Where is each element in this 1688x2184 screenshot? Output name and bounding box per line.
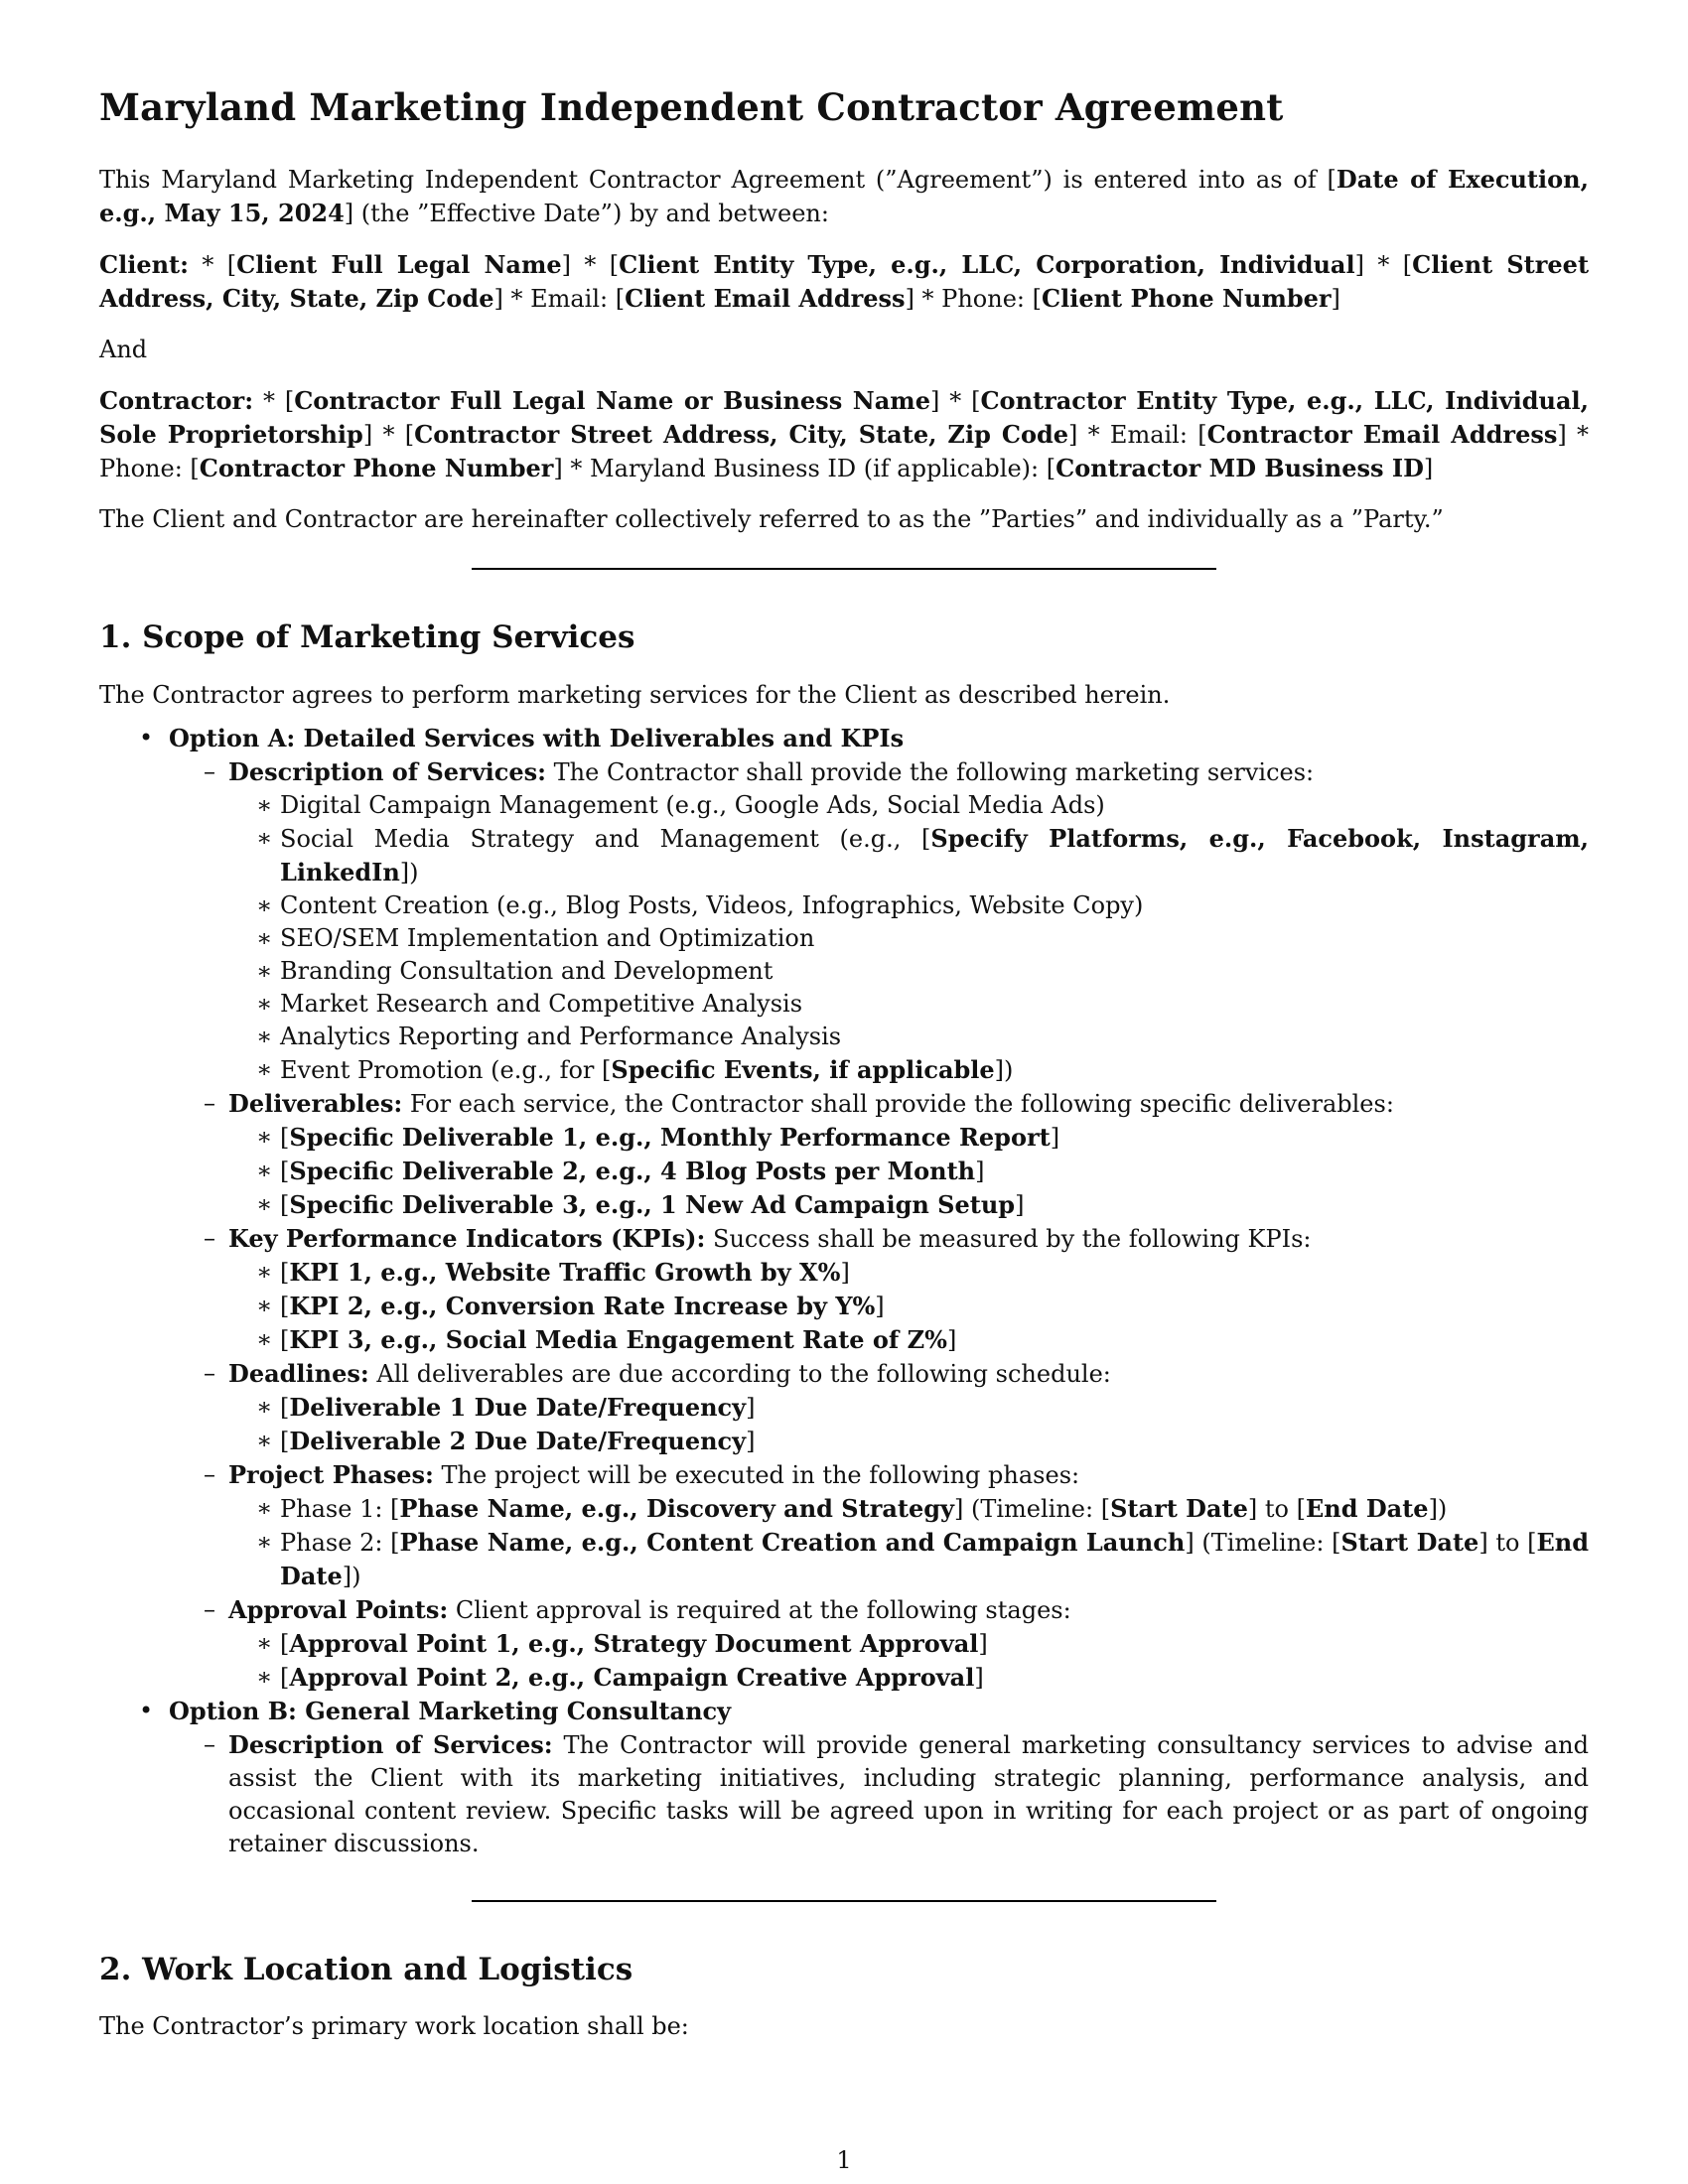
contractor-name-placeholder: Contractor Full Legal Name or Business Name [294, 386, 930, 416]
option-a-details [169, 755, 1589, 1695]
list-item: ∗ Event Promotion (e.g., for [Specific Events, if applicable]) [256, 1054, 1014, 1084]
document-title: Maryland Marketing Independent Contractor Agreement [99, 85, 1284, 129]
client-phone-placeholder: Client Phone Number [1041, 284, 1332, 314]
project-phases: – Project Phases: The project will be executed in the following phases: ∗ Phase 1: [Phase Name, e.g., Discovery and Strategy] (Timeline: [Start Date] to [End Date]) ∗ Phase 2: [Phase Name, e.g., Content Creation and Campaign Launch] (Timeline: [Start Date] to [End Date]) [169, 1458, 1589, 1593]
list-item: ∗ [KPI 3, e.g., Social Media Engagement Rate of Z%] [256, 1324, 957, 1354]
list-item: ∗ [Approval Point 2, e.g., Campaign Creative Approval] [256, 1662, 984, 1692]
approvals-list [228, 1627, 1589, 1695]
section-1-intro: The Contractor agrees to perform marketing services for the Client as described herein. [99, 680, 1171, 709]
list-item: ∗ Digital Campaign Management (e.g., Google Ads, Social Media Ads) [256, 790, 1105, 819]
client-address-placeholder: Client Street Address, City, State, Zip Code [99, 250, 1590, 314]
section-1-heading: 1. Scope of Marketing Services [99, 619, 635, 656]
list-item: ∗ Phase 2: [Phase Name, e.g., Content Creation and Campaign Launch] (Timeline: [Start Date] to [End Date]) [256, 1527, 1590, 1590]
deliverables: – Deliverables: For each service, the Contractor shall provide the following specific deliverables: ∗ [Specific Deliverable 1, e.g., Monthly Performance Report] ∗ [Specific Deliverable 2, e.g., 4 Blog Posts per Month] ∗ [Specific Deliverable 3, e.g., 1 New Ad Campaign Setup] [169, 1087, 1589, 1222]
section-2-intro: The Contractor’s primary work location shall be: [99, 2011, 689, 2040]
list-item: ∗ [Specific Deliverable 1, e.g., Monthly Performance Report] [256, 1122, 1060, 1152]
deliverables-list [228, 1121, 1589, 1222]
list-item: ∗ Phase 1: [Phase Name, e.g., Discovery and Strategy] (Timeline: [Start Date] to [End Date]) [256, 1493, 1448, 1523]
list-item: ∗ [KPI 2, e.g., Conversion Rate Increase by Y%] [256, 1291, 885, 1320]
contractor-label: Contractor: [99, 386, 254, 416]
option-b: • Option B: General Marketing Consultancy – Description of Services: The Contractor will provide general marketing consultancy services to advise and assist the Client with its marketing initiatives, including strategic planning, performance analysis, and occasional content review. Specific tasks will be agreed upon in writing for each project or as part of ongoing retainer discussions. [99, 1695, 1589, 1860]
list-item: ∗ [Deliverable 1 Due Date/Frequency] [256, 1392, 756, 1422]
list-item: ∗ Market Research and Competitive Analysis [256, 989, 803, 1018]
page-number: 1 [836, 2146, 852, 2174]
list-item: ∗ SEO/SEM Implementation and Optimization [256, 923, 815, 952]
list-item: ∗ [KPI 1, e.g., Website Traffic Growth by X%] [256, 1257, 850, 1287]
contractor-email-placeholder: Contractor Email Address [1206, 420, 1558, 450]
client-entity-placeholder: Client Entity Type, e.g., LLC, Corporation, Individual [619, 250, 1355, 280]
option-b-details [169, 1728, 1589, 1860]
kpis: – Key Performance Indicators (KPIs): Success shall be measured by the following KPIs: ∗ [KPI 1, e.g., Website Traffic Growth by X%] ∗ [KPI 2, e.g., Conversion Rate Increase by Y%] ∗ [KPI 3, e.g., Social Media Engagement Rate of Z%] [169, 1222, 1589, 1357]
services-description: – Description of Services: The Contractor shall provide the following marketing services: ∗ Digital Campaign Management (e.g., Google Ads, Social Media Ads) ∗ Social Media Strategy and Management (e.g., [Specify Platforms, e.g., Facebook, Instagram, LinkedIn]) ∗ Content Creation (e.g., Blog Posts, Videos, Infographics, Website Copy) ∗ SEO/SEM Implementation and Optimization ∗ Branding Consultation and Development ∗ Market Research and Competitive Analysis ∗ Analytics Reporting and Performance Analysis ∗ Event Promotion (e.g., for [Specific Events, if applicable]) [169, 755, 1589, 1087]
options-list [99, 722, 1589, 1860]
option-a: • Option A: Detailed Services with Deliverables and KPIs – Description of Services: The Contractor shall provide the following marketing services: ∗ Digital Campaign Management (e.g., Google Ads, Social Media Ads) ∗ Social Media Strategy and Management (e.g., [Specify Platforms, e.g., Facebook, Instagram, LinkedIn]) ∗ Content Creation (e.g., Blog Posts, Videos, Infographics, Website Copy) ∗ SEO/SEM Implementation and Optimization ∗ Branding Consultation and Development ∗ Market Research and Competitive Analysis ∗ Analytics Reporting and Performance Analysis ∗ Event Promotion (e.g., for [Specific Events, if applicable]) – Deliverables: For each service, the Contractor shall provide the following specific deliverables: ∗ [Specific Deliverable 1, e.g., Monthly Performance Report] ∗ [Specific Deliverable 2, e.g., 4 Blog Posts per Month] ∗ [Specific Deliverable 3, e.g., 1 New Ad Campaign Setup] – Key Performance Indicators (KPIs): Success shall be measured by the following KPIs: ∗ [KPI 1, e.g., Website Traffic Growth by X%] ∗ [KPI 2, e.g., Conversion Rate Increase by Y%] ∗ [KPI 3, e.g., Social Media Engagement Rate of Z%] – Deadlines: All deliverables are due according to the following schedule: ∗ [Deliverable 1 Due Date/Frequency] ∗ [Deliverable 2 Due Date/Frequency] – Project Phases: The project will be executed in the following phases: ∗ Phase 1: [Phase Name, e.g., Discovery and Strategy] (Timeline: [Start Date] to [End Date]) ∗ Phase 2: [Phase Name, e.g., Content Creation and Campaign Launch] (Timeline: [Start Date] to [End Date]) – Approval Points: Client approval is required at the following stages: ∗ [Approval Point 1, e.g., Strategy Document Approval] ∗ [Approval Point 2, e.g., Campaign Creative Approval] [99, 722, 1589, 1695]
services-list [228, 789, 1589, 1087]
list-item: ∗ Social Media Strategy and Management (e.g., [Specify Platforms, e.g., Facebook, Instagram, LinkedIn]) [256, 823, 1589, 887]
client-label: Client: [99, 250, 189, 280]
list-item: ∗ [Deliverable 2 Due Date/Frequency] [256, 1426, 756, 1455]
contractor-phone-placeholder: Contractor Phone Number [199, 454, 554, 483]
list-item: ∗ Analytics Reporting and Performance Analysis [256, 1022, 842, 1050]
list-item: ∗ [Specific Deliverable 3, e.g., 1 New Ad Campaign Setup] [256, 1189, 1025, 1219]
kpi-list [228, 1256, 1589, 1357]
list-item: ∗ Content Creation (e.g., Blog Posts, Videos, Infographics, Website Copy) [256, 890, 1144, 919]
list-item: ∗ Branding Consultation and Development [256, 956, 774, 985]
consultancy-description: – Description of Services: The Contractor will provide general marketing consultancy services to advise and assist the Client with its marketing initiatives, including strategic planning, performance analysis, and occasional content review. Specific tasks will be agreed upon in writing for each project or as part of ongoing retainer discussions. [204, 1729, 1590, 1857]
client-email-placeholder: Client Email Address [625, 284, 906, 314]
section-2-heading: 2. Work Location and Logistics [99, 1951, 633, 1987]
and-text: And [99, 336, 148, 364]
list-item: ∗ [Specific Deliverable 2, e.g., 4 Blog Posts per Month] [256, 1156, 985, 1185]
client-name-placeholder: Client Full Legal Name [236, 250, 562, 280]
client-block: Client: * [Client Full Legal Name] * [Client Entity Type, e.g., LLC, Corporation, Individual] * [Client Street Address, City, State, Zip Code] * Email: [Client Email Address] * Phone: [Client Phone Number] [99, 250, 1590, 314]
contractor-address-placeholder: Contractor Street Address, City, State, Zip Code [414, 420, 1069, 450]
deadlines-list [228, 1391, 1589, 1458]
approval-points: – Approval Points: Client approval is required at the following stages: ∗ [Approval Point 1, e.g., Strategy Document Approval] ∗ [Approval Point 2, e.g., Campaign Creative Approval] [169, 1593, 1589, 1695]
parties-definition: The Client and Contractor are hereinafter collectively referred to as the ”Parties” and individually as a ”Party.” [99, 505, 1444, 534]
contractor-entity-placeholder: Contractor Entity Type, e.g., LLC, Individual, Sole Proprietorship [99, 386, 1590, 450]
contractor-block: Contractor: * [Contractor Full Legal Name or Business Name] * [Contractor Entity Type, e.g., LLC, Individual, Sole Proprietorship] * [Contractor Street Address, City, State, Zip Code] * Email: [Contractor Email Address] * Phone: [Contractor Phone Number] * Maryland Business ID (if applicable): [Contractor MD Business ID] [99, 386, 1590, 483]
effective-date-placeholder: Date of Execution, e.g., May 15, 2024 [99, 165, 1589, 228]
phases-list [228, 1492, 1589, 1593]
dash-marker: – [204, 756, 215, 785]
horizontal-rule [472, 568, 1216, 570]
deadlines: – Deadlines: All deliverables are due according to the following schedule: ∗ [Deliverable 1 Due Date/Frequency] ∗ [Deliverable 2 Due Date/Frequency] [169, 1357, 1589, 1458]
list-item: ∗ [Approval Point 1, e.g., Strategy Document Approval] [256, 1628, 988, 1658]
intro-paragraph: This Maryland Marketing Independent Contractor Agreement (”Agreement”) is entered into as of [Date of Execution, e.g., May 15, 2024] (the ”Effective Date”) by and between: [99, 165, 1589, 228]
contractor-md-id-placeholder: Contractor MD Business ID [1055, 454, 1424, 483]
horizontal-rule [472, 1900, 1216, 1902]
bullet-marker: • [139, 723, 154, 751]
